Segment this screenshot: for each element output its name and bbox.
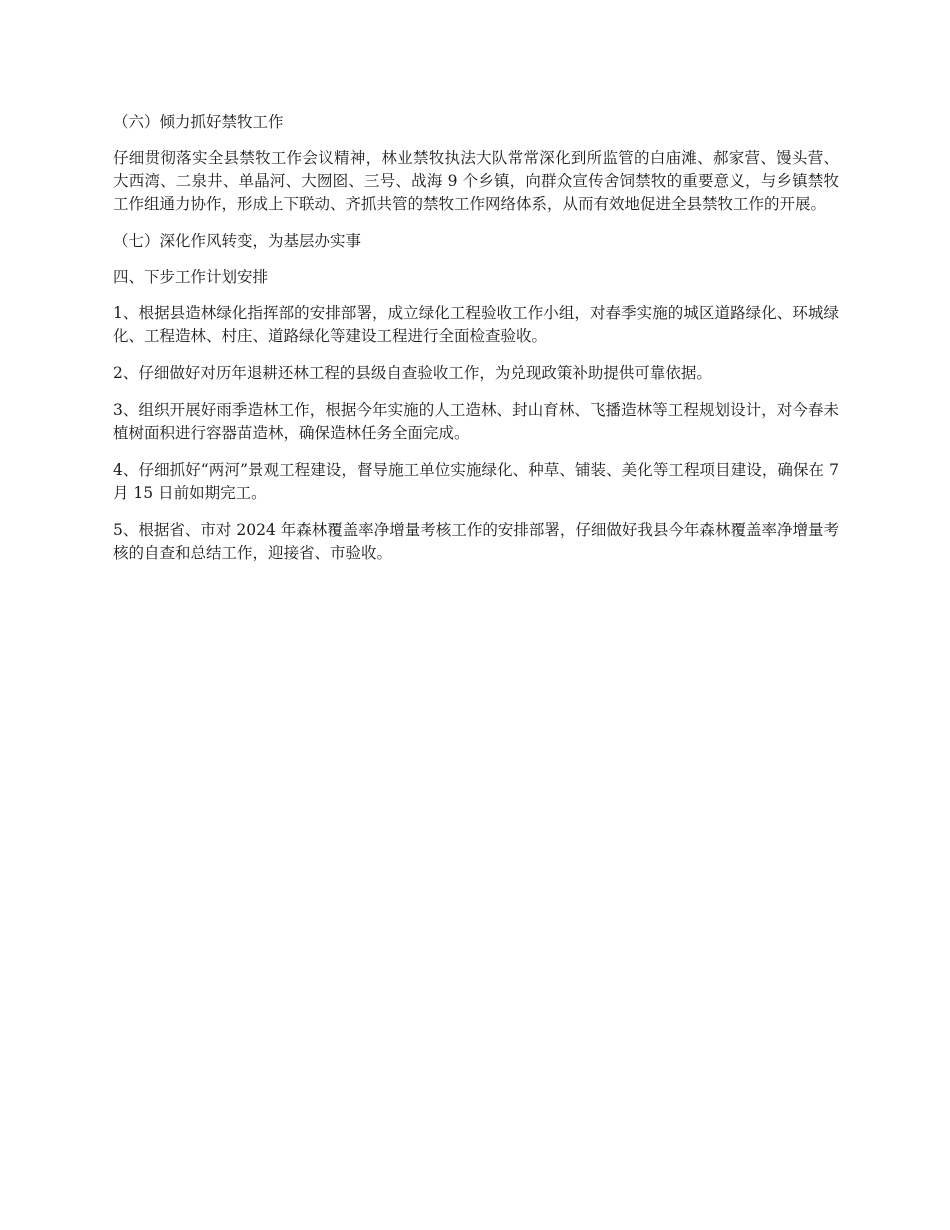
plan-item-5: 5、根据省、市对 2024 年森林覆盖率净增量考核工作的安排部署，仔细做好我县今年森林覆盖率净增量考核的自查和总结工作，迎接省、市验收。 (113, 521, 839, 562)
plan-item-2: 2、仔细做好对历年退耕还林工程的县级自查验收工作，为兑现政策补助提供可靠依据。 (113, 364, 712, 382)
section-heading-6: （六）倾力抓好禁牧工作 (113, 113, 284, 131)
section-heading-4: 四、下步工作计划安排 (113, 268, 269, 286)
document-body (113, 111, 839, 579)
section-heading-7: （七）深化作风转变，为基层办实事 (113, 232, 362, 250)
paragraph-grazing-ban: 仔细贯彻落实全县禁牧工作会议精神，林业禁牧执法大队常常深化到所监管的白庙滩、郝家营、馒头营、大西湾、二泉井、单晶河、大囫囵、三号、战海 9 个乡镇，向群众宣传舍饲禁牧的重要意义，与乡镇禁牧工作组通力协作，形成上下联动、齐抓共管的禁牧工作网络体系，从而有效地促进全县禁牧工作的开展。 (113, 149, 839, 213)
plan-item-4: 4、仔细抓好“两河”景观工程建设，督导施工单位实施绿化、种草、铺装、美化等工程项目建设，确保在 7 月 15 日前如期完工。 (113, 461, 839, 502)
plan-item-3: 3、组织开展好雨季造林工作，根据今年实施的人工造林、封山育林、飞播造林等工程规划设计，对今春未植树面积进行容器苗造林，确保造林任务全面完成。 (113, 401, 839, 442)
plan-item-1: 1、根据县造林绿化指挥部的安排部署，成立绿化工程验收工作小组，对春季实施的城区道路绿化、环城绿化、工程造林、村庄、道路绿化等建设工程进行全面检查验收。 (113, 304, 839, 345)
